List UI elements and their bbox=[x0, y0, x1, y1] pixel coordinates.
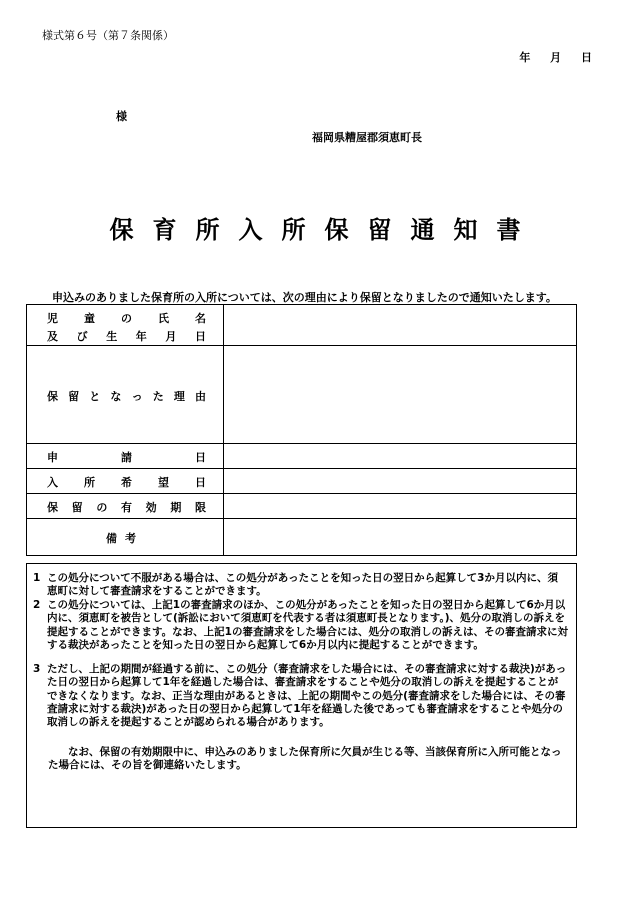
application-date-label: 申請日 bbox=[47, 451, 206, 464]
row-reason bbox=[27, 346, 576, 444]
contact-note: なお、保留の有効期限中に、申込みのありました保育所に欠員が生じる等、当該保育所に入所可能となった場合には、その旨を御連絡いたします。 bbox=[48, 746, 562, 772]
document-title: 保育所入所保留通知書 bbox=[109, 216, 540, 244]
note-text: この処分について不服がある場合は、この処分があったことを知った日の翌日から起算して3か月以内に、須恵町に対して審査請求をすることができます。 bbox=[47, 572, 558, 598]
row-application-date bbox=[27, 444, 576, 469]
date-line: 年 月 日 bbox=[519, 51, 592, 64]
reason-value[interactable] bbox=[224, 346, 576, 443]
note-number: 2 bbox=[33, 599, 41, 611]
child-name-value[interactable] bbox=[224, 305, 576, 345]
child-name-label-line2: 及び生年月日 bbox=[47, 330, 206, 343]
note-2 bbox=[33, 599, 568, 652]
notification-form-table bbox=[26, 304, 577, 556]
label-cell-validity-period bbox=[27, 494, 224, 518]
note-text: ただし、上記の期間が経過する前に、この処分（審査請求をした場合には、その審査請求に対する裁決)があった日の翌日から起算して1年を経過した場合は、審査請求をすることや処分の取消しの訴えを提起することができなくなります。なお、正当な理由があるときは、上記の期間やこの処分(審査請求をした場合には、その審査請求に対する裁決)があった日の翌日から起算して1年を経過した後であっても審査請求をすることや処分の取消しの訴えを提起することが認められる場合があります。 bbox=[47, 663, 567, 729]
issuer-name: 福岡県糟屋郡須恵町長 bbox=[312, 131, 422, 144]
desired-entry-date-label: 入所希望日 bbox=[47, 476, 206, 489]
note-text: この処分については、上記1の審査請求のほか、この処分があったことを知った日の翌日から起算して6か月以内に、須恵町を被告として(訴訟において須恵町を代表する者は須恵町長となります。)、処分の取消しの訴えを提起することができます。なお、上記1の審査請求をした場合には、処分の取消しの訴えは、その審査請求に対する裁決があったことを知った日の翌日から起算して6か月以内に提起することができます。 bbox=[47, 599, 568, 651]
remarks-value[interactable] bbox=[224, 519, 576, 555]
label-cell-remarks bbox=[27, 519, 224, 555]
form-number: 様式第６号（第７条関係） bbox=[42, 29, 174, 42]
row-remarks bbox=[27, 519, 576, 555]
note-1 bbox=[33, 572, 568, 599]
notes-box bbox=[26, 563, 577, 828]
label-cell-reason bbox=[27, 346, 224, 443]
application-date-value[interactable] bbox=[224, 444, 576, 468]
reason-label: 保留となった理由 bbox=[47, 390, 206, 403]
row-child-name bbox=[27, 305, 576, 346]
desired-entry-date-value[interactable] bbox=[224, 469, 576, 493]
validity-period-label: 保留の有効期限 bbox=[47, 501, 206, 514]
row-desired-entry-date bbox=[27, 469, 576, 494]
label-cell-desired-entry-date bbox=[27, 469, 224, 493]
remarks-label: 備考 bbox=[106, 532, 144, 545]
validity-period-value[interactable] bbox=[224, 494, 576, 518]
addressee-honorific: 様 bbox=[116, 110, 127, 123]
label-cell-child-name bbox=[27, 305, 224, 345]
child-name-label-line1: 児童の氏名 bbox=[47, 312, 206, 325]
label-cell-application-date bbox=[27, 444, 224, 468]
note-number: 3 bbox=[33, 663, 41, 675]
note-3 bbox=[33, 663, 568, 729]
row-validity-period bbox=[27, 494, 576, 519]
intro-text: 申込みのありました保育所の入所については、次の理由により保留となりましたので通知いたします。 bbox=[52, 291, 557, 304]
note-number: 1 bbox=[33, 572, 41, 584]
